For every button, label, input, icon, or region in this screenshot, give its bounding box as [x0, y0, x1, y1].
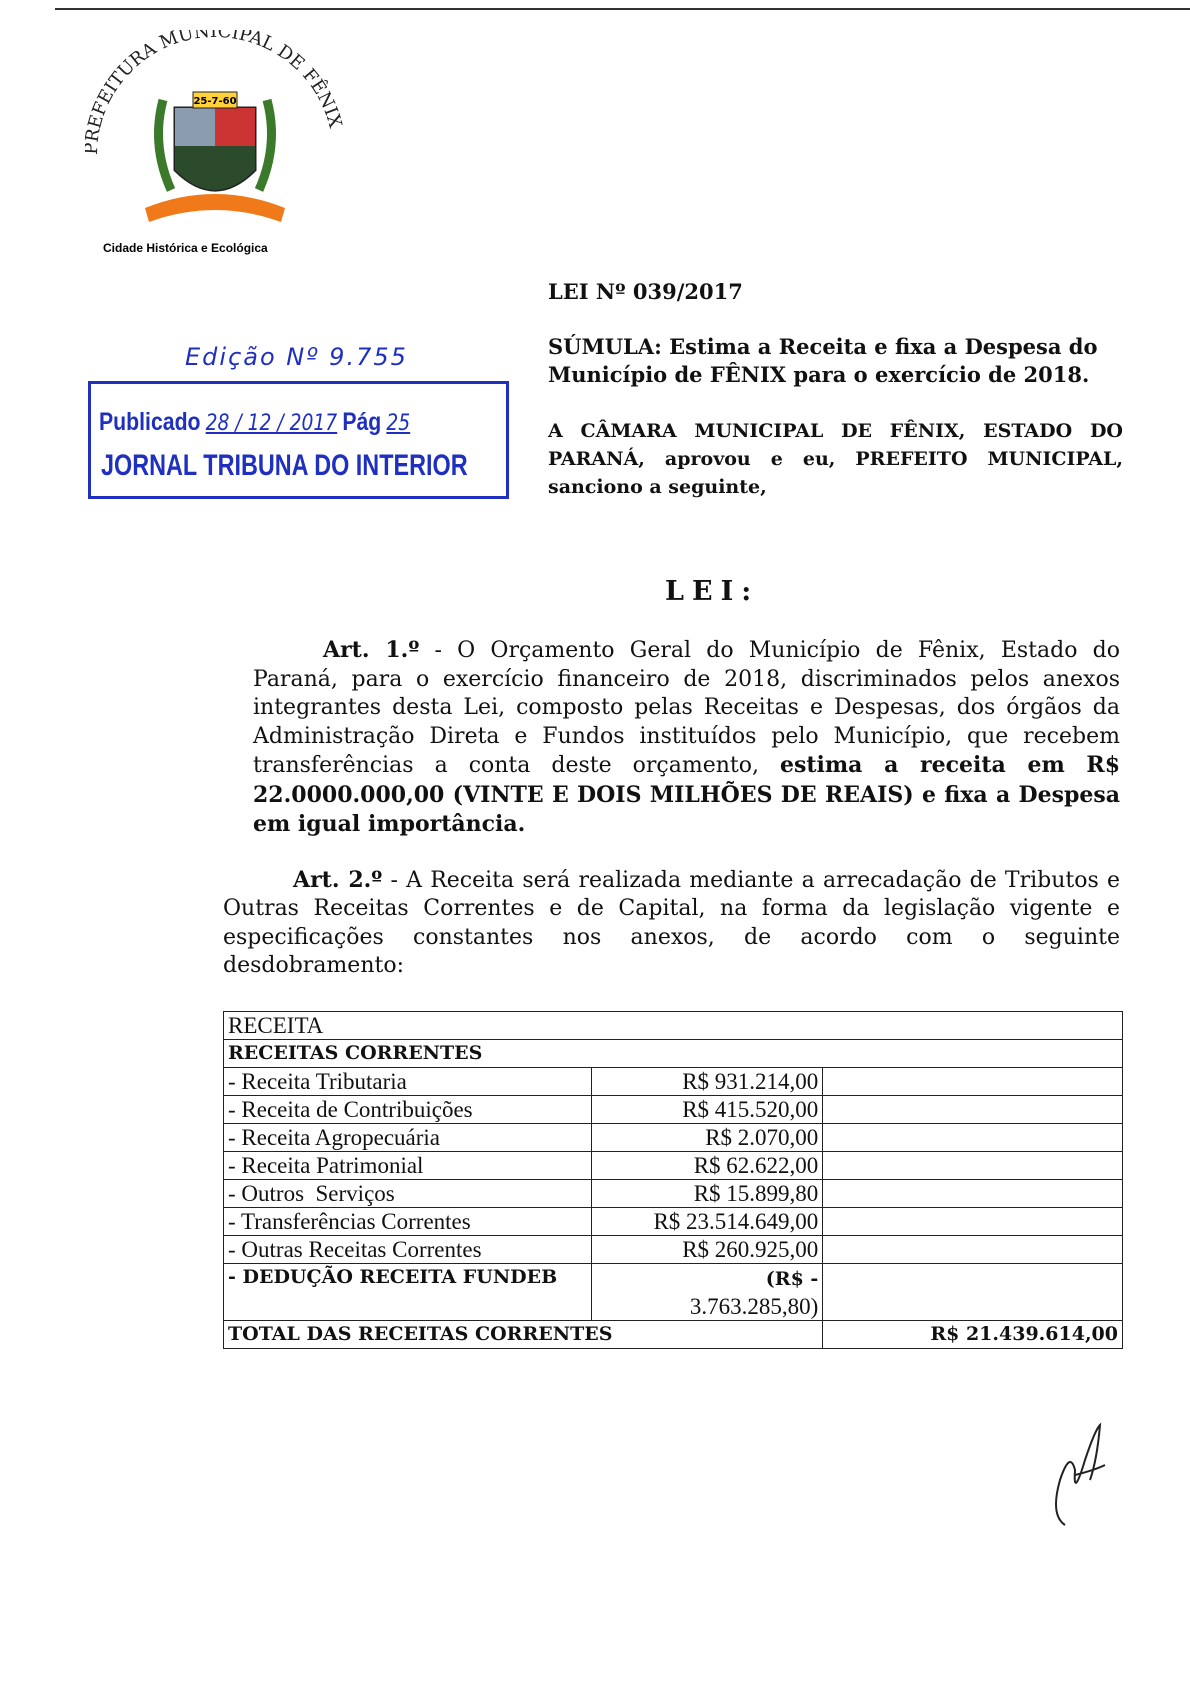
- table-row: [224, 1067, 1123, 1095]
- publication-stamp: [88, 381, 509, 499]
- stamp-published-line: [99, 406, 415, 440]
- row-empty: [823, 1263, 1123, 1320]
- top-rule: [55, 8, 1190, 10]
- total-row: [224, 1320, 1123, 1348]
- svg-text:Cidade Histórica e Ecológica: Cidade Histórica e Ecológica: [103, 241, 268, 255]
- row-empty: [823, 1235, 1123, 1263]
- deduction-value-line2: 3.763.285,80): [689, 1293, 819, 1319]
- table-row: [224, 1235, 1123, 1263]
- deduction-value: [591, 1263, 823, 1320]
- stamp-published-label: Publicado: [99, 408, 201, 436]
- table-header: RECEITA: [224, 1011, 1123, 1039]
- deduction-value-line1: (R$ -: [765, 1267, 819, 1290]
- table-section-row: [224, 1039, 1123, 1067]
- article-1-text: - O Orçamento Geral do Município de Fênix, Estado do Paraná, para o exercício financeiro de 2018, discriminados pelos anexos integrantes desta Lei, composto pelas Receitas e Despesas, dos órgãos da Administração Direta e Fundos instituídos pelo Município, que recebem transferências a conta deste orçamento,: [253, 638, 1120, 778]
- row-value: R$ 15.899,80: [591, 1179, 823, 1207]
- table-row: [224, 1151, 1123, 1179]
- row-value: R$ 62.622,00: [591, 1151, 823, 1179]
- row-label: - Receita Agropecuária: [224, 1123, 592, 1151]
- table-section: RECEITAS CORRENTES: [224, 1039, 1123, 1067]
- municipal-logo: [85, 30, 345, 265]
- deduction-label: - DEDUÇÃO RECEITA FUNDEB: [224, 1263, 592, 1320]
- table-row: [224, 1095, 1123, 1123]
- row-value: R$ 260.925,00: [591, 1235, 823, 1263]
- row-empty: [823, 1151, 1123, 1179]
- stamp-page: 25: [386, 411, 411, 436]
- row-label: - Receita Tributaria: [224, 1067, 592, 1095]
- article-1-label: Art. 1.º: [323, 637, 420, 663]
- article-1-bold-text: estima a receita em R$ 22.0000.000,00 (VINTE E DOIS MILHÕES DE REAIS) e fixa a Despesa em igual importância.: [253, 752, 1121, 837]
- table-header-row: [224, 1011, 1123, 1039]
- stamp-newspaper: JORNAL TRIBUNA DO INTERIOR: [101, 449, 468, 482]
- signature: [1045, 1420, 1115, 1530]
- row-label: - Outros Serviços: [224, 1179, 592, 1207]
- law-summary: SÚMULA: Estima a Receita e fixa a Despesa do Município de FÊNIX para o exercício de 2018.: [548, 334, 1098, 387]
- article-1: [253, 636, 1120, 840]
- stamp-edition: Edição Nº 9.755: [185, 343, 408, 371]
- row-empty: [823, 1095, 1123, 1123]
- row-empty: [823, 1179, 1123, 1207]
- svg-text:PREFEITURA MUNICIPAL DE FÊNIX: EFEITURA MUNICIPAL DE FÊNIX: [85, 30, 345, 131]
- article-2-label: Art. 2.º: [293, 866, 383, 893]
- row-value: R$ 931.214,00: [591, 1067, 823, 1095]
- row-value: R$ 2.070,00: [591, 1123, 823, 1151]
- row-empty: [823, 1123, 1123, 1151]
- article-2-text: - A Receita será realizada mediante a arrecadação de Tributos e Outras Receitas Correntes e de Capital, na forma da legislação vigente e especificações constantes nos anexos, de acordo com o seguinte desdobramento:: [223, 867, 1120, 978]
- row-value: R$ 23.514.649,00: [591, 1207, 823, 1235]
- table-row: [224, 1207, 1123, 1235]
- row-label: - Transferências Correntes: [224, 1207, 592, 1235]
- article-2: [223, 866, 1120, 981]
- total-value: R$ 21.439.614,00: [823, 1320, 1123, 1348]
- enactment-clause: A CÂMARA MUNICIPAL DE FÊNIX, ESTADO DO PARANÁ, aprovou e eu, PREFEITO MUNICIPAL, sanciono a seguinte,: [548, 420, 1123, 498]
- row-label: - Receita de Contribuições: [224, 1095, 592, 1123]
- table-row: [224, 1179, 1123, 1207]
- revenue-table: [223, 1011, 1123, 1349]
- deduction-row: [224, 1263, 1123, 1320]
- row-value: R$ 415.520,00: [591, 1095, 823, 1123]
- svg-text:25-7-60: 25-7-60: [193, 96, 237, 107]
- row-label: - Outras Receitas Correntes: [224, 1235, 592, 1263]
- stamp-published-date: 28 / 12 / 2017: [205, 411, 338, 436]
- law-number: LEI Nº 039/2017: [548, 279, 743, 304]
- row-empty: [823, 1067, 1123, 1095]
- row-label: - Receita Patrimonial: [224, 1151, 592, 1179]
- stamp-page-label: Pág: [342, 408, 382, 436]
- row-empty: [823, 1207, 1123, 1235]
- total-label: TOTAL DAS RECEITAS CORRENTES: [224, 1320, 823, 1348]
- law-body: [223, 636, 1120, 1349]
- law-title: LEI:: [665, 576, 760, 607]
- law-header: [548, 278, 1123, 501]
- table-row: [224, 1123, 1123, 1151]
